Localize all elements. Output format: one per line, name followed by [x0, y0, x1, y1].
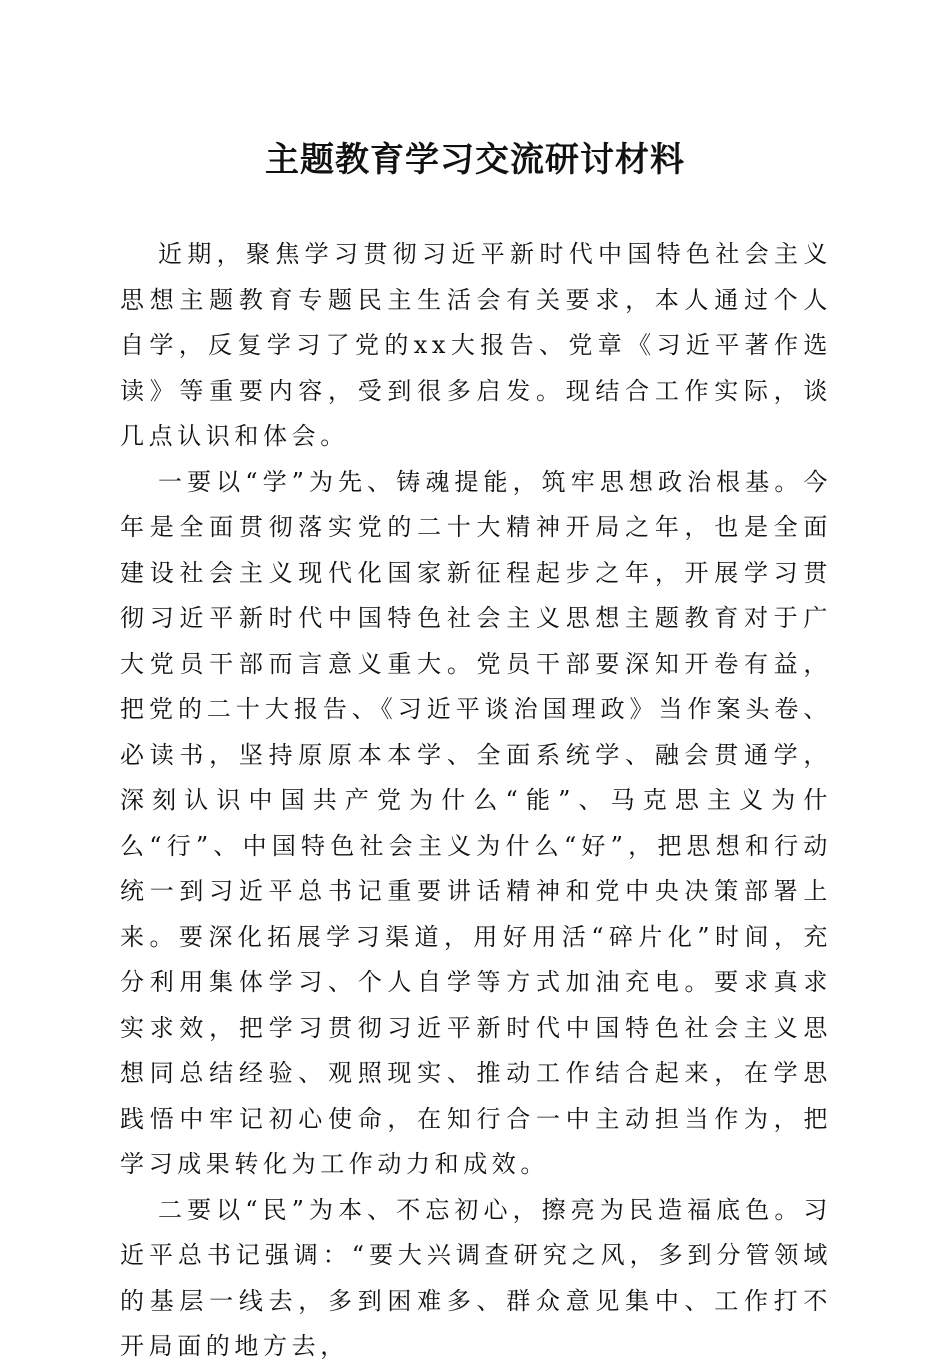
- paragraph-intro: 近期，聚焦学习贯彻习近平新时代中国特色社会主义思想主题教育专题民主生活会有关要求，本人通过个人自学，反复学习了党的xx大报告、党章《习近平著作选读》等重要内容，受到很多启发。现结合工作实际，谈几点认识和体会。: [120, 240, 832, 450]
- document-body: [120, 232, 832, 1370]
- paragraph-point-two: 二要以“民”为本、不忘初心，擦亮为民造福底色。习近平总书记强调：“要大兴调查研究之风，多到分管领域的基层一线去，多到困难多、群众意见集中、工作打不开局面的地方去，: [120, 1195, 832, 1360]
- document-title: 主题教育学习交流研讨材料: [265, 140, 685, 180]
- paragraph-point-one: 一要以“学”为先、铸魂提能，筑牢思想政治根基。今年是全面贯彻落实党的二十大精神开局之年，也是全面建设社会主义现代化国家新征程起步之年，开展学习贯彻习近平新时代中国特色社会主义思想主题教育对于广大党员干部而言意义重大。党员干部要深知开卷有益，把党的二十大报告、《习近平谈治国理政》当作案头卷、必读书，坚持原原本本学、全面系统学、融会贯通学，深刻认识中国共产党为什么“能”、马克思主义为什么“行”、中国特色社会主义为什么“好”，把思想和行动统一到习近平总书记重要讲话精神和党中央决策部署上来。要深化拓展学习渠道，用好用活“碎片化”时间，充分利用集体学习、个人自学等方式加油充电。要求真求实求效，把学习贯彻习近平新时代中国特色社会主义思想同总结经验、观照现实、推动工作结合起来，在学思践悟中牢记初心使命，在知行合一中主动担当作为，把学习成果转化为工作动力和成效。: [120, 467, 832, 1178]
